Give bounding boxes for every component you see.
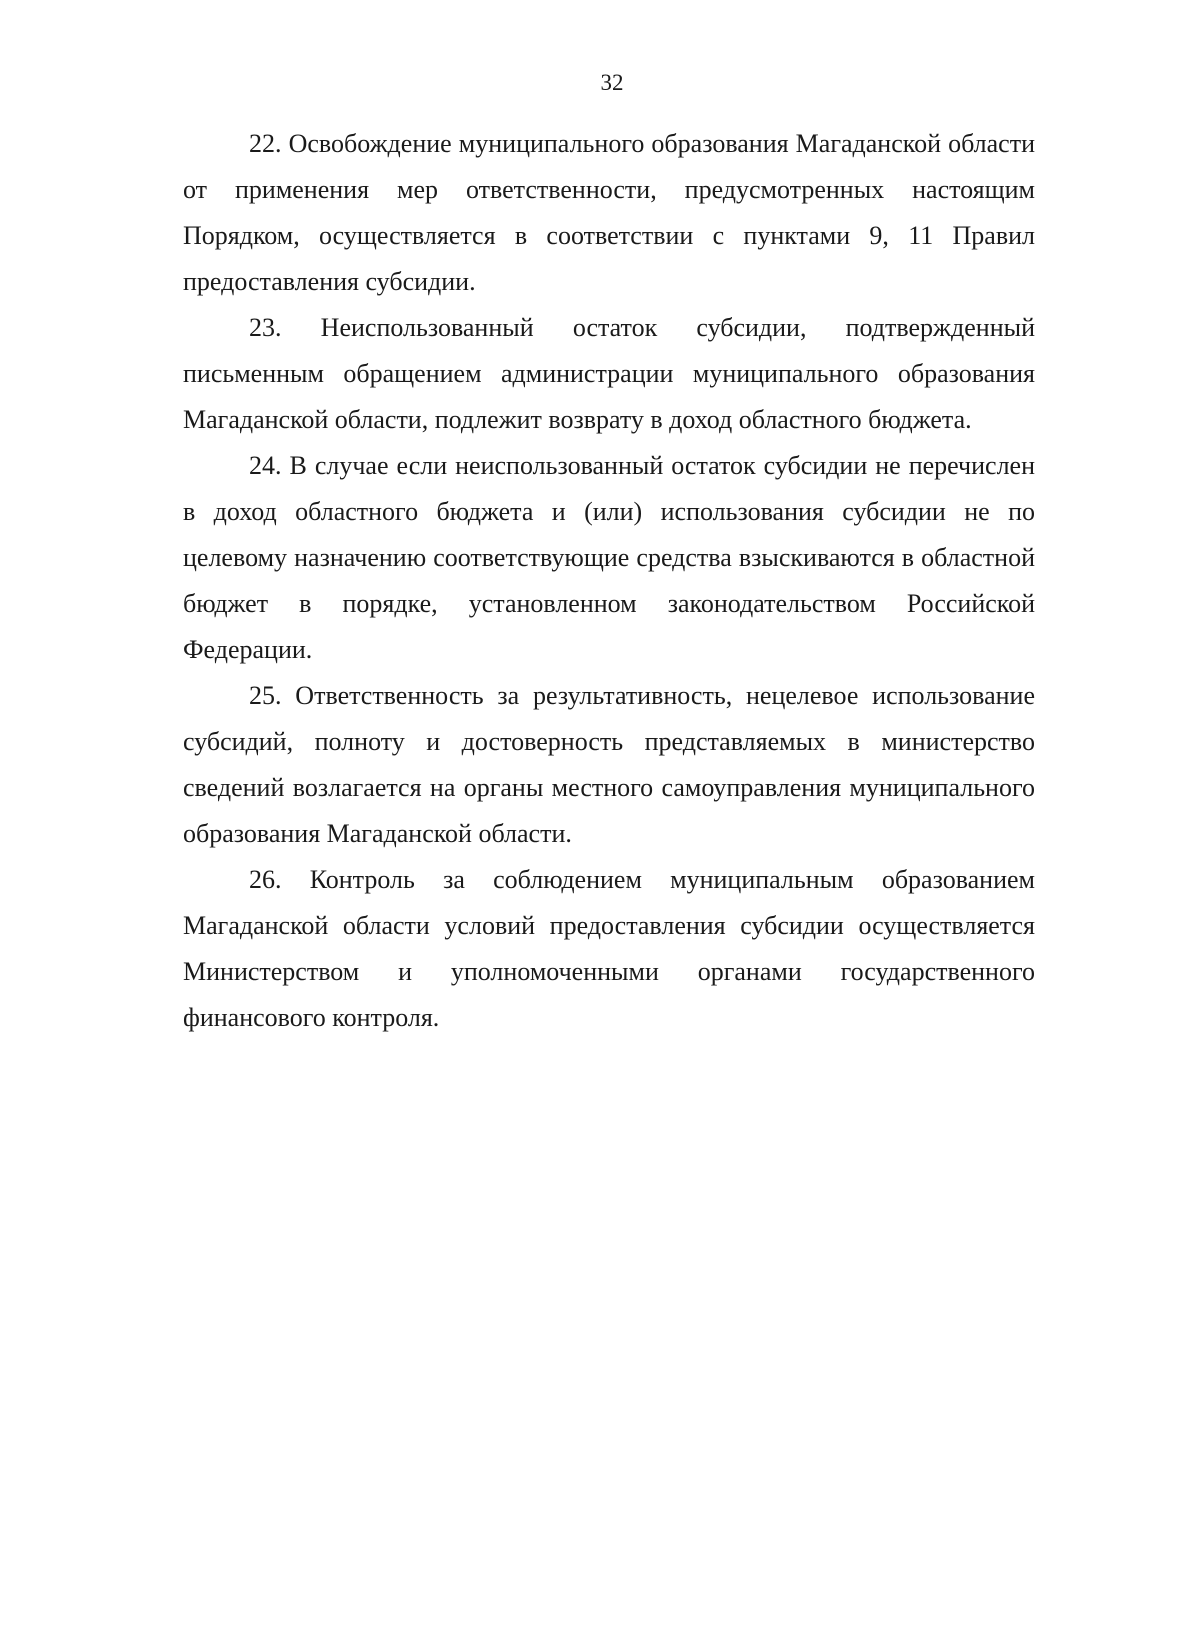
page-number: 32: [600, 70, 624, 95]
paragraph-26: 26. Контроль за соблюдением муниципальным образованием Магаданской области условий предоставления субсидии осуществляется Министерством и уполномоченными органами государственного финансового контроля.: [183, 865, 1035, 1032]
document-body: [183, 121, 1035, 1041]
paragraph-22: 22. Освобождение муниципального образования Магаданской области от применения мер ответственности, предусмотренных настоящим Порядком, осуществляется в соответствии с пунктами 9, 11 Правил предоставления субсидии.: [183, 129, 1035, 296]
paragraph-25: 25. Ответственность за результативность, нецелевое использование субсидий, полноту и достоверность представляемых в министерство сведений возлагается на органы местного самоуправления муниципального образования Магаданской области.: [183, 681, 1035, 848]
paragraph-23: 23. Неиспользованный остаток субсидии, подтвержденный письменным обращением администрации муниципального образования Магаданской области, подлежит возврату в доход областного бюджета.: [183, 313, 1035, 434]
paragraph-24: 24. В случае если неиспользованный остаток субсидии не перечислен в доход областного бюджета и (или) использования субсидии не по целевому назначению соответствующие средства взыскиваются в областной бюджет в порядке, установленном законодательством Российской Федерации.: [183, 451, 1035, 664]
